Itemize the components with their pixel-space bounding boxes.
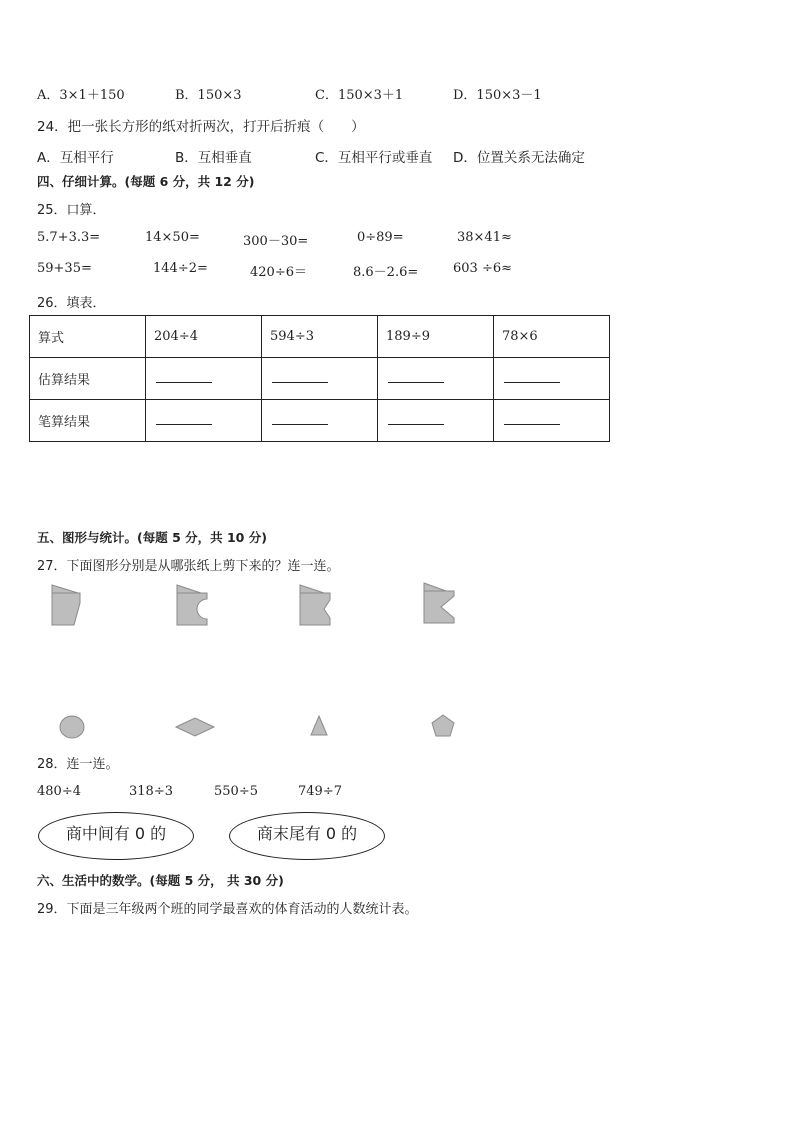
answer-blank[interactable]: [262, 400, 378, 442]
q25-item: 14×50=: [145, 230, 200, 245]
q24-option-b: B．互相垂直: [175, 150, 252, 166]
q23-option-c: C．150×3＋1: [315, 88, 404, 103]
q25-item: 420÷6＝: [250, 265, 307, 280]
table-header-cell: 594÷3: [262, 316, 378, 358]
q29-label: 29．下面是三年级两个班的同学最喜欢的体育活动的人数统计表。: [37, 902, 418, 917]
q28-item: 550÷5: [214, 784, 258, 799]
triangle-shape: [308, 714, 330, 738]
table-row-label: 估算结果: [30, 358, 146, 400]
table-header-cell: 189÷9: [378, 316, 494, 358]
q24-option-c: C．互相平行或垂直: [315, 150, 433, 166]
table-row: [30, 400, 610, 442]
answer-blank[interactable]: [494, 358, 610, 400]
q26-table: [29, 315, 610, 442]
q23-option-d: D．150×3－1: [453, 88, 542, 103]
rhombus-shape: [174, 716, 216, 738]
q28-label: 28．连一连。: [37, 757, 119, 772]
section6-heading: 六、生活中的数学。(每题 5 分， 共 30 分): [37, 873, 284, 888]
q28-item: 749÷7: [298, 784, 342, 799]
table-row-label: 笔算结果: [30, 400, 146, 442]
folded-paper-4: [421, 581, 457, 625]
q25-item: 0÷89=: [357, 230, 404, 245]
answer-blank[interactable]: [146, 400, 262, 442]
q28-item: 480÷4: [37, 784, 81, 799]
q27-label: 27．下面图形分别是从哪张纸上剪下来的？连一连。: [37, 559, 340, 574]
q24-option-a: A．互相平行: [37, 150, 114, 166]
q25-item: 38×41≈: [457, 230, 512, 245]
oval-label: 商中间有 0 的: [65, 824, 167, 843]
table-header-cell: 78×6: [494, 316, 610, 358]
answer-blank[interactable]: [262, 358, 378, 400]
q25-label: 25．口算．: [37, 203, 106, 218]
table-row: [30, 316, 610, 358]
pentagon-shape: [429, 713, 457, 739]
q25-item: 300－30=: [243, 234, 309, 249]
q25-item: 8.6－2.6=: [353, 265, 419, 280]
q25-item: 59+35=: [37, 261, 92, 276]
folded-paper-3: [297, 583, 333, 627]
section5-heading: 五、图形与统计。(每题 5 分，共 10 分): [37, 530, 267, 545]
answer-blank[interactable]: [378, 358, 494, 400]
oval-quotient-end-zero[interactable]: [229, 812, 385, 860]
q25-item: 603 ÷6≈: [453, 261, 513, 276]
q23-option-a: A．3×1＋150: [37, 88, 125, 103]
table-header-cell: 算式: [30, 316, 146, 358]
circle-shape: [57, 714, 87, 740]
q26-label: 26．填表．: [37, 296, 106, 311]
table-row: [30, 358, 610, 400]
q24-option-d: D．位置关系无法确定: [453, 150, 585, 166]
q25-item: 5.7+3.3=: [37, 230, 101, 245]
q28-item: 318÷3: [129, 784, 173, 799]
folded-paper-1: [48, 583, 84, 627]
oval-label: 商末尾有 0 的: [256, 824, 358, 843]
answer-blank[interactable]: [494, 400, 610, 442]
q25-item: 144÷2=: [153, 261, 208, 276]
q23-option-b: B．150×3: [175, 88, 242, 103]
folded-paper-2: [174, 583, 210, 627]
q24-question: 24．把一张长方形的纸对折两次，打开后折痕（ ）: [37, 119, 365, 135]
oval-quotient-middle-zero[interactable]: [38, 812, 194, 860]
answer-blank[interactable]: [378, 400, 494, 442]
answer-blank[interactable]: [146, 358, 262, 400]
table-header-cell: 204÷4: [146, 316, 262, 358]
section4-heading: 四、仔细计算。(每题 6 分，共 12 分): [37, 174, 255, 189]
